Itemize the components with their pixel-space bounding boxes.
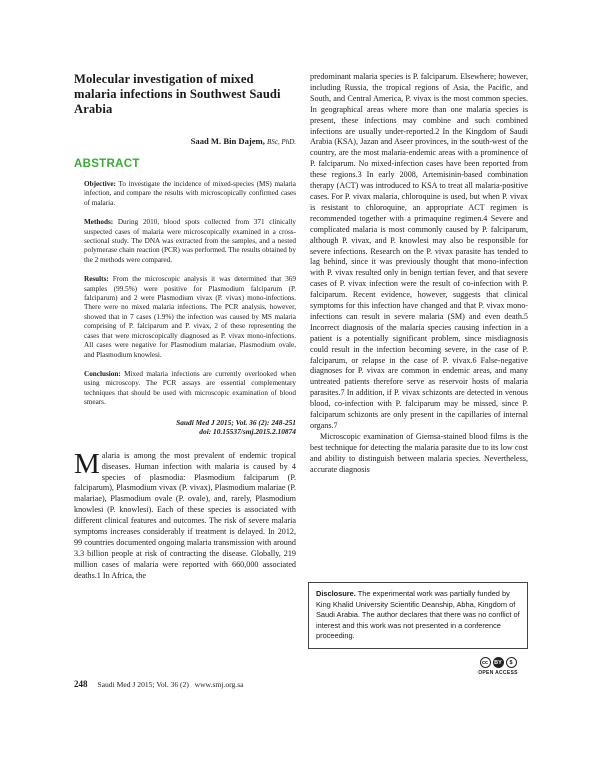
intro-paragraph — [74, 447, 296, 582]
methods-label: Methods: — [84, 218, 114, 227]
conclusion-text: Mixed malaria infections are currently overlooked when using microscopy. The PCR assays are essential complementary techniques that should be used with microscopic examination of blood smears. — [84, 369, 296, 407]
abstract-results — [84, 275, 296, 360]
page-number: 248 — [74, 679, 88, 689]
results-label: Results: — [84, 275, 109, 284]
author-name: Saad M. Bin Dajem, — [190, 136, 265, 146]
footer-journal: Saudi Med J 2015; Vol. 36 (2) — [97, 680, 189, 689]
results-text: From the microscopic analysis it was determined that 369 samples (99.5%) were positive for Plasmodium falciparum (P. falciparum) and 2 were Plasmodium vivax (P. vivax) mono-infections. There were no mixed malaria infections. The PCR analysis, however, showed that in 7 cases (1.9%) the infection was caused by MS malaria comprising of P. falciparum and P. vivax, 2 of these representing the cases that were microscopically diagnosed as P. vivax mono-infections. All cases were negative for Plasmodium malariae, Plasmodium ovale, and Plasmodium knowlesi. — [84, 275, 296, 359]
footer-url[interactable]: www.smj.org.sa — [194, 680, 244, 689]
abstract-body — [84, 180, 296, 437]
author-degrees: BSc, PhD. — [267, 138, 296, 146]
objective-label: Objective: — [84, 180, 116, 188]
abstract-objective — [84, 180, 296, 208]
open-access-badge[interactable] — [478, 657, 518, 676]
attribution-icon: BY — [493, 657, 504, 668]
conclusion-label: Conclusion: — [84, 369, 121, 378]
cc-license-icons — [478, 657, 518, 668]
intro-left — [74, 447, 296, 582]
author-line — [74, 136, 296, 146]
citation — [84, 418, 296, 437]
disclosure-box — [308, 582, 528, 649]
left-column — [74, 72, 296, 582]
drop-cap: M — [74, 447, 100, 480]
citation-journal: Saudi Med J 2015; Vol. 36 (2): 248-251 — [176, 417, 296, 427]
citation-doi: doi: 10.15537/smj.2015.2.10874 — [199, 427, 296, 437]
right-paragraph-2: Microscopic examination of Giemsa-stained blood films is the best technique for detecting the malaria parasite due to its low cost and ability to distinguish between malaria species. Nevertheless, accurate diagnosis — [310, 431, 528, 474]
right-column — [310, 72, 528, 476]
abstract-heading: ABSTRACT — [74, 158, 140, 170]
right-paragraph-1: predominant malaria species is P. falciparum. Elsewhere; however, including Russia, the tropical regions of Asia, the Pacific, and South, and Central America, P. vivax is the most common species. In geographical areas where more than one malaria species is present, these infections may combine and such combined infections are usually under-reported.2 In the Kingdom of Saudi Arabia (KSA), Jazan and Aseer provinces, in the south-west of the country, are the most malaria-endemic areas with a prominence of P. falciparum. No mixed-infection cases have been reported from these regions.3 In early 2008, Artemisinin-based combination therapy (ACT) was introduced to KSA to treat all malaria-positive cases. For P. vivax malaria, chloroquine is used, but when P. vivax is resistant to chloroquine, an appropriate ACT regimen is recommended together with a primaquine regimen.4 Severe and complicated malaria is most commonly caused by P. falciparum, although P. vivax, and P. knowlesi may also be responsible for severe infections. Research on the P. vivax parasite has tended to lag behind, since it was previously thought that mono-infection with P. vivax resulted only in benign tertian fever, and that severe cases of P. vivax infection were the result of co-infection with P. falciparum. Recent evidence, however, suggests that clinical symptoms for this infection have changed and that P. vivax mono-infections can result in severe malaria (SM) and even death.5 Incorrect diagnosis of the malaria species causing infection in a patient is a potentially significant problem, since misdiagnosis could result in the infection becoming severe, in the case of P. falciparum, or relapse in the case of P. vivax.6 False-negative diagnoses for P. vivax are common in endemic areas, and many untreated patients therefore serve as reservoir hosts of malaria parasites.7 In addition, if P. vivax schizonts are detected in venous blood, co-infection with P. falciparum may be missed, since P. falciparum schizonts are only present in the capillaries of internal organs.7 — [310, 72, 528, 430]
methods-text: During 2010, blood spots collected from 371 clinically suspected cases of malaria were microscopically examined in a cross-sectional study. The DNA was extracted from the samples, and a nested polymerase chain reaction (PCR) was performed. The results obtained by the 2 methods were compared. — [84, 218, 296, 264]
disclosure-text: The experimental work was partially funded by King Khalid University Scientific Deanship, Abha, Kingdom of Saudi Arabia. The author declares that there was no conflict of interest and this work was not presented in a conference proceeding. — [316, 589, 520, 641]
objective-text: To investigate the incidence of mixed-species (MS) malaria infection, and compare the results with microscopically confirmed cases of malaria. — [84, 180, 296, 207]
abstract-methods — [84, 218, 296, 265]
creative-commons-icon: cc — [480, 657, 491, 668]
intro-text: alaria is among the most prevalent of endemic tropical diseases. Human infection with malaria is caused by 4 species of plasmodia: Plasmodium falciparum (P. falciparum), Plasmodium vivax (P. vivax), Plasmodium malariae (P. malariae), Plasmodium ovale (P. ovale), and, rarely, Plasmodium knowlesi (P. knowlesi). Each of these species is associated with different clinical features and outcomes. The risk of severe malaria symptoms increases considerably if treatment is delayed. In 2012, 99 countries documented ongoing malaria transmission with around 3.3 billion people at risk of contracting the disease. Globally, 219 million cases of malaria were reported with 660,000 associated deaths.1 In Africa, the — [74, 450, 296, 580]
page-footer — [74, 679, 244, 689]
disclosure-label: Disclosure. — [316, 589, 356, 598]
abstract-conclusion — [84, 370, 296, 408]
noncommercial-icon: $ — [506, 657, 517, 668]
open-access-label: OPEN ACCESS — [478, 670, 518, 676]
article-title: Molecular investigation of mixed malaria infections in Southwest Saudi Arabia — [74, 72, 281, 116]
